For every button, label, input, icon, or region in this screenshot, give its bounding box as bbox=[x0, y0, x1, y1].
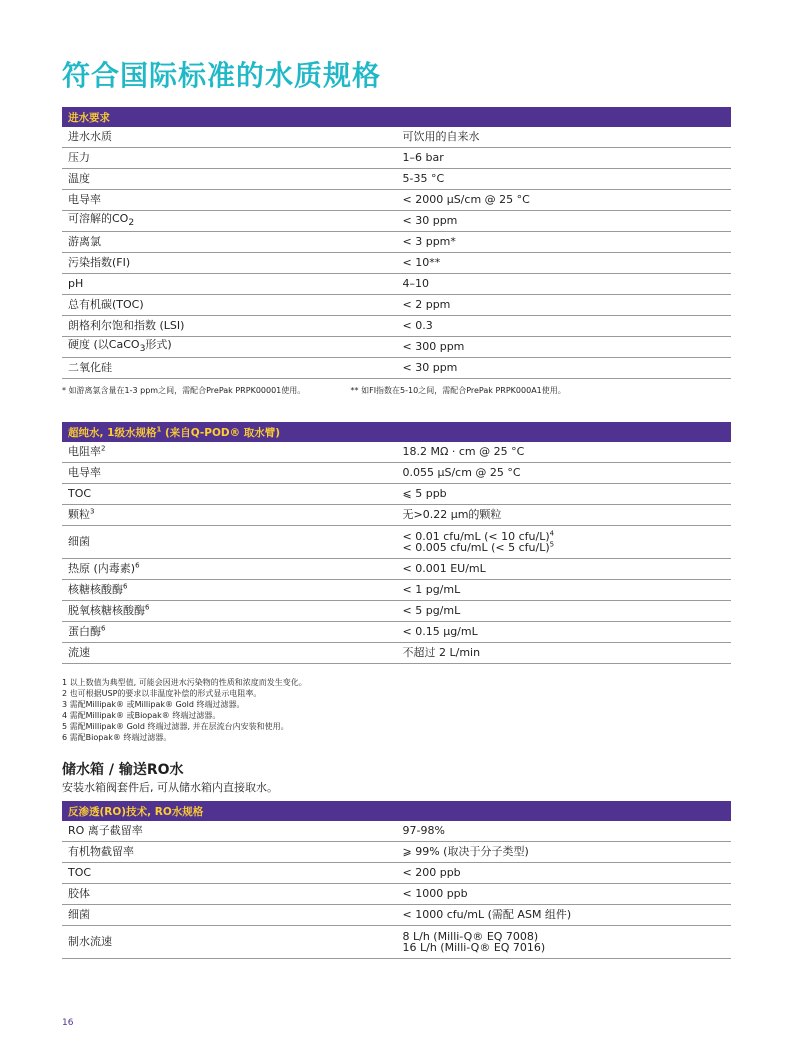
label-text: 电阻率 bbox=[68, 445, 101, 458]
superscript: 6 bbox=[145, 603, 150, 612]
superscript: 6 bbox=[135, 561, 140, 570]
table-row bbox=[62, 622, 731, 643]
spec-value: < 0.15 µg/mL bbox=[397, 622, 732, 643]
spec-label: 二氧化硅 bbox=[62, 358, 397, 379]
value-line-2: 16 L/h (Milli-Q® EQ 7016) bbox=[402, 941, 546, 954]
label-text: 蛋白酶 bbox=[68, 625, 101, 638]
spec-label bbox=[62, 601, 397, 622]
spec-value: 97-98% bbox=[397, 821, 732, 842]
spec-value: 18.2 MΩ · cm @ 25 °C bbox=[397, 442, 732, 463]
table-row bbox=[62, 274, 731, 295]
table-row bbox=[62, 358, 731, 379]
spec-value: 4–10 bbox=[397, 274, 732, 295]
spec-label: 温度 bbox=[62, 169, 397, 190]
superscript: 5 bbox=[549, 540, 555, 549]
label-text: 核糖核酸酶 bbox=[68, 583, 123, 596]
spec-label: TOC bbox=[62, 484, 397, 505]
footnote: * 如游离氯含量在1-3 ppm之间，需配合PrePak PRPK00001使用。 bbox=[62, 386, 306, 395]
spec-label: 进水水质 bbox=[62, 127, 397, 148]
footnote: ** 如FI指数在5-10之间，需配合PrePak PRPK000A1使用。 bbox=[350, 386, 566, 395]
label-text: 硬度 (以CaCO bbox=[68, 337, 140, 351]
spec-label: 细菌 bbox=[62, 526, 397, 559]
storage-heading: 储水箱 / 输送RO水 bbox=[62, 762, 184, 778]
spec-value: 0.055 µS/cm @ 25 °C bbox=[397, 463, 732, 484]
spec-value: < 2000 µS/cm @ 25 °C bbox=[397, 190, 732, 211]
value-line-1: 8 L/h (Milli-Q® EQ 7008) bbox=[402, 930, 539, 943]
spec-label: 细菌 bbox=[62, 905, 397, 926]
table-row bbox=[62, 821, 731, 842]
spec-value: < 30 ppm bbox=[397, 211, 732, 232]
superscript: 6 bbox=[123, 582, 128, 591]
spec-label: RO 离子截留率 bbox=[62, 821, 397, 842]
page-title: 符合国际标准的水质规格 bbox=[62, 59, 382, 92]
spec-label: 胶体 bbox=[62, 884, 397, 905]
table-row bbox=[62, 232, 731, 253]
table-row bbox=[62, 643, 731, 664]
spec-value bbox=[397, 526, 732, 559]
value-line-2: < 0.005 cfu/mL (< 5 cfu/L) bbox=[402, 541, 550, 554]
footnote: 5 需配Millipak® Gold 终端过滤器, 并在层流台内安装和使用。 bbox=[62, 722, 289, 731]
footnote: 6 需配Biopak® 终端过滤器。 bbox=[62, 733, 172, 742]
table-row bbox=[62, 601, 731, 622]
spec-label bbox=[62, 505, 397, 526]
footnote: 4 需配Millipak® 或Biopak® 终端过滤器。 bbox=[62, 711, 221, 720]
table-row bbox=[62, 169, 731, 190]
spec-label: 污染指数(FI) bbox=[62, 253, 397, 274]
spec-label: 总有机碳(TOC) bbox=[62, 295, 397, 316]
spec-value bbox=[397, 926, 732, 959]
table-row bbox=[62, 863, 731, 884]
spec-label bbox=[62, 622, 397, 643]
table-row bbox=[62, 127, 731, 148]
table-row bbox=[62, 337, 731, 358]
table-row bbox=[62, 505, 731, 526]
spec-value: 可饮用的自来水 bbox=[397, 127, 732, 148]
footnote: 3 需配Millipak® 或Millipak® Gold 终端过滤器。 bbox=[62, 700, 245, 709]
table-row bbox=[62, 905, 731, 926]
spec-label: 流速 bbox=[62, 643, 397, 664]
spec-value: < 1000 ppb bbox=[397, 884, 732, 905]
spec-label: 朗格利尔饱和指数 (LSI) bbox=[62, 316, 397, 337]
ro-water-table bbox=[62, 801, 731, 959]
feed-water-footnotes bbox=[62, 385, 731, 396]
table-row bbox=[62, 295, 731, 316]
spec-value: 1–6 bar bbox=[397, 148, 732, 169]
spec-value: ⩽ 5 ppb bbox=[397, 484, 732, 505]
spec-label: 制水流速 bbox=[62, 926, 397, 959]
superscript: 3 bbox=[90, 507, 95, 516]
spec-value: < 5 pg/mL bbox=[397, 601, 732, 622]
feed-water-header: 进水要求 bbox=[62, 107, 731, 127]
table-row bbox=[62, 148, 731, 169]
spec-value: < 2 ppm bbox=[397, 295, 732, 316]
header-text: 超纯水, 1级水规格 bbox=[68, 426, 157, 439]
spec-label: TOC bbox=[62, 863, 397, 884]
value-line-1: < 0.01 cfu/mL (< 10 cfu/L) bbox=[402, 530, 550, 543]
label-text: 脱氧核糖核酸酶 bbox=[68, 604, 145, 617]
table-row bbox=[62, 842, 731, 863]
label-text: 可溶解的CO bbox=[68, 211, 129, 225]
table-row bbox=[62, 253, 731, 274]
spec-value: 无>0.22 µm的颗粒 bbox=[397, 505, 732, 526]
footnote: 2 也可根据USP的要求以非温度补偿的形式显示电阻率。 bbox=[62, 689, 262, 698]
table-row bbox=[62, 190, 731, 211]
spec-value: < 0.3 bbox=[397, 316, 732, 337]
label-text: 颗粒 bbox=[68, 508, 90, 521]
superscript: 4 bbox=[549, 529, 555, 538]
spec-value: 5-35 °C bbox=[397, 169, 732, 190]
subscript: 3 bbox=[139, 343, 146, 355]
table-row bbox=[62, 463, 731, 484]
table-row bbox=[62, 884, 731, 905]
table-row bbox=[62, 559, 731, 580]
ultrapure-water-header bbox=[62, 422, 731, 442]
spec-value: ⩾ 99% (取决于分子类型) bbox=[397, 842, 732, 863]
spec-label bbox=[62, 337, 397, 358]
spec-value: < 3 ppm* bbox=[397, 232, 732, 253]
ro-water-header: 反渗透(RO)技术, RO水规格 bbox=[62, 801, 731, 821]
spec-label: pH bbox=[62, 274, 397, 295]
spec-label: 电导率 bbox=[62, 463, 397, 484]
table-row bbox=[62, 926, 731, 959]
header-text-tail: (来自Q-POD® 取水臂) bbox=[161, 426, 281, 439]
table-row bbox=[62, 526, 731, 559]
storage-subheading: 安装水箱阀套件后, 可从储水箱内直接取水。 bbox=[62, 781, 278, 794]
table-row bbox=[62, 211, 731, 232]
feed-water-table bbox=[62, 107, 731, 379]
spec-label: 有机物截留率 bbox=[62, 842, 397, 863]
label-text-after: 形式) bbox=[145, 337, 172, 351]
table-row bbox=[62, 580, 731, 601]
spec-value: < 10** bbox=[397, 253, 732, 274]
spec-value: < 30 ppm bbox=[397, 358, 732, 379]
spec-value: 不超过 2 L/min bbox=[397, 643, 732, 664]
spec-label bbox=[62, 442, 397, 463]
spec-label bbox=[62, 559, 397, 580]
spec-label bbox=[62, 580, 397, 601]
spec-value: < 0.001 EU/mL bbox=[397, 559, 732, 580]
ultrapure-footnotes bbox=[62, 677, 307, 743]
table-row bbox=[62, 316, 731, 337]
spec-label bbox=[62, 211, 397, 232]
table-row bbox=[62, 442, 731, 463]
superscript: 6 bbox=[101, 624, 106, 633]
spec-label: 游离氯 bbox=[62, 232, 397, 253]
superscript: 1 bbox=[156, 425, 162, 433]
superscript: 2 bbox=[101, 444, 106, 453]
spec-value: < 1000 cfu/mL (需配 ASM 组件) bbox=[397, 905, 732, 926]
footnote: 1 以上数值为典型值, 可能会因进水污染物的性质和浓度而发生变化。 bbox=[62, 678, 307, 687]
page-number: 16 bbox=[62, 1018, 74, 1028]
spec-value: < 200 ppb bbox=[397, 863, 732, 884]
spec-value: < 1 pg/mL bbox=[397, 580, 732, 601]
ultrapure-water-table bbox=[62, 422, 731, 664]
spec-value: < 300 ppm bbox=[397, 337, 732, 358]
table-row bbox=[62, 484, 731, 505]
spec-label: 压力 bbox=[62, 148, 397, 169]
spec-label: 电导率 bbox=[62, 190, 397, 211]
subscript: 2 bbox=[128, 217, 135, 229]
label-text: 热原 (内毒素) bbox=[68, 562, 136, 575]
